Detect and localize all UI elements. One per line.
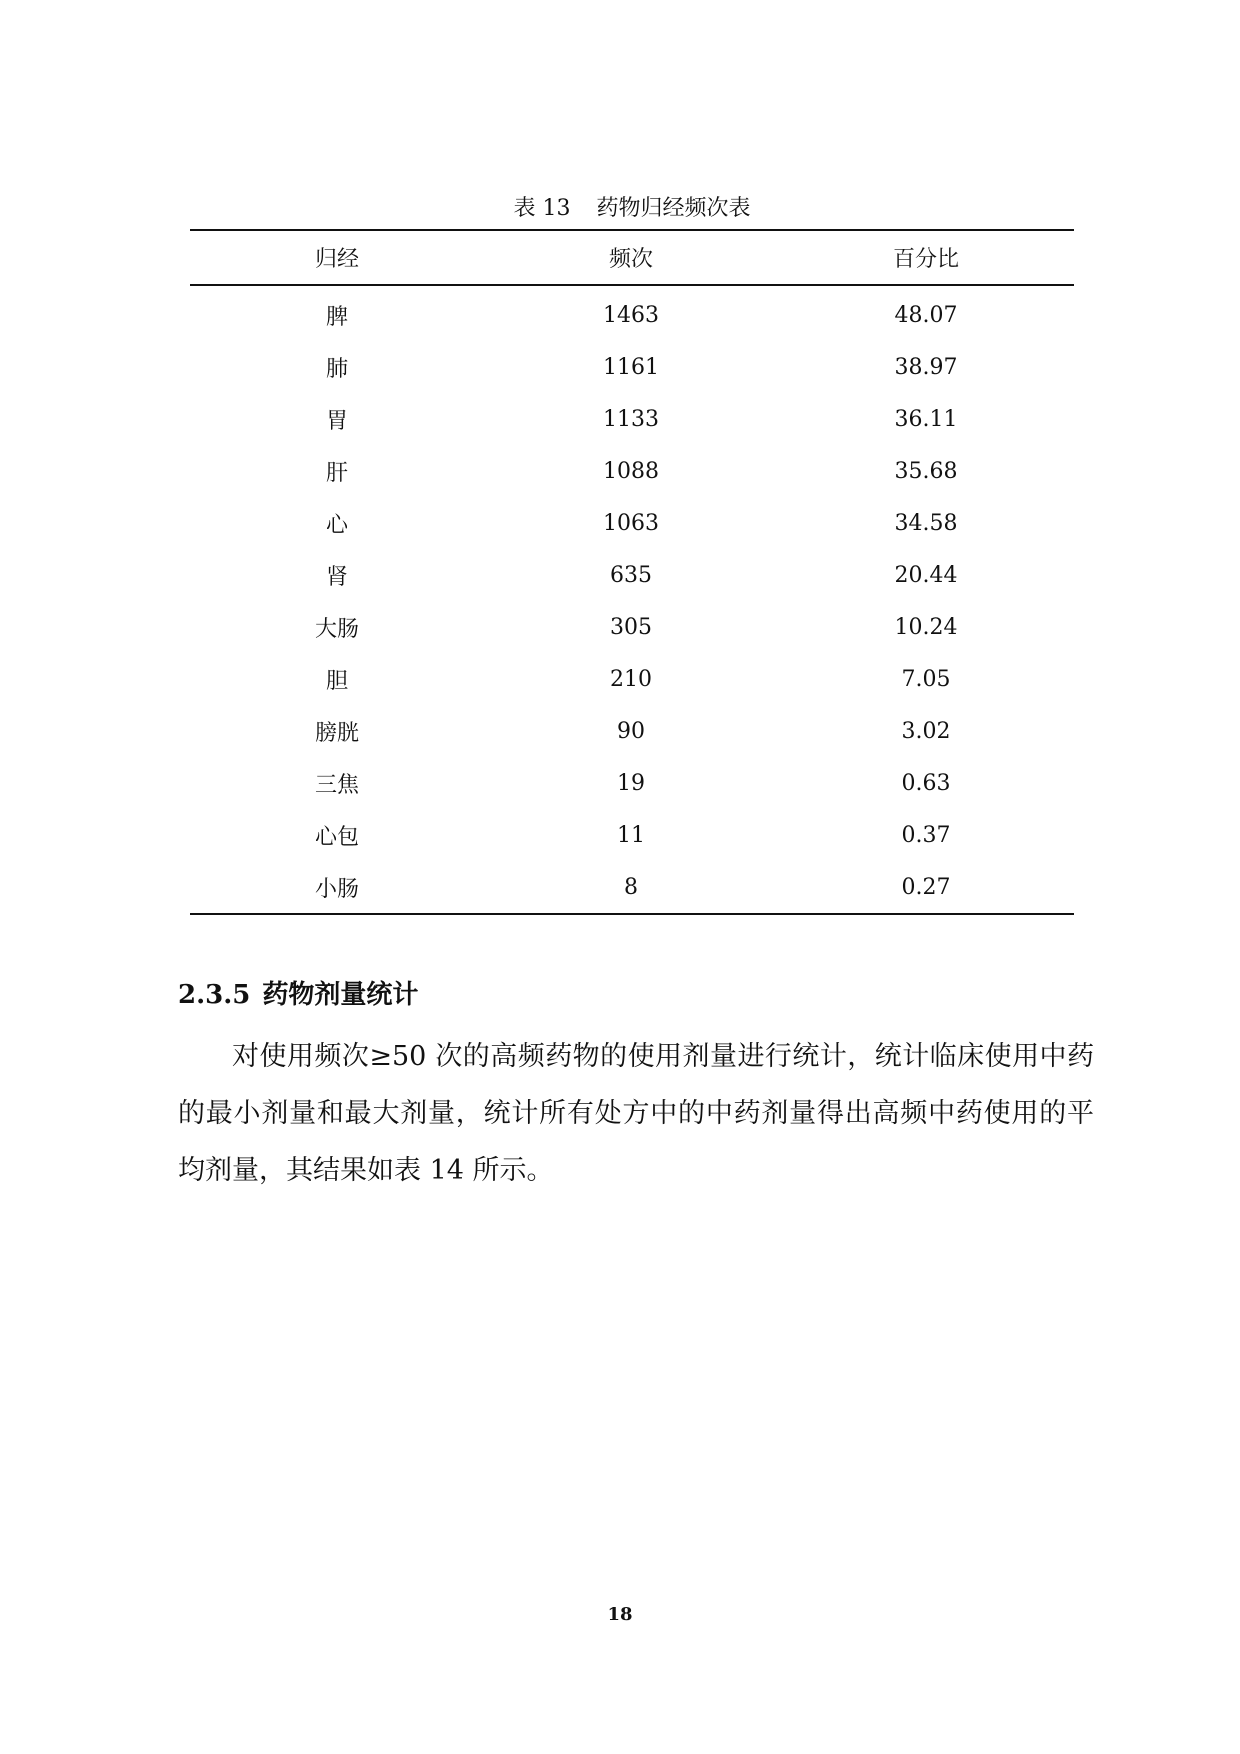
- table-row: [190, 809, 1074, 861]
- section-paragraph: 对使用频次≥50 次的高频药物的使用剂量进行统计，统计临床使用中药的最小剂量和最大剂量，统计所有处方中的中药剂量得出高频中药使用的平均剂量，其结果如表 14 所示。: [178, 1041, 1094, 1186]
- meridian-frequency-table-container: [190, 229, 1074, 915]
- cell-meridian: 大肠: [314, 616, 359, 642]
- column-header-meridian: 归经: [314, 247, 359, 272]
- cell-meridian: 心: [325, 512, 348, 538]
- cell-percentage: 35.68: [894, 458, 958, 484]
- column-header-percentage: 百分比: [892, 247, 959, 272]
- cell-meridian: 肾: [325, 564, 348, 590]
- cell-percentage: 48.07: [894, 302, 958, 328]
- section-number: 2.3.5: [178, 980, 251, 1010]
- cell-frequency: 635: [610, 562, 652, 588]
- table-row: [190, 445, 1074, 497]
- cell-percentage: 36.11: [894, 406, 958, 432]
- table-row: [190, 497, 1074, 549]
- cell-percentage: 10.24: [894, 614, 958, 640]
- table-row: [190, 705, 1074, 757]
- cell-frequency: 11: [617, 822, 645, 848]
- table-row: [190, 653, 1074, 705]
- cell-frequency: 305: [610, 614, 652, 640]
- cell-meridian: 肝: [325, 460, 348, 486]
- cell-percentage: 34.58: [894, 510, 958, 536]
- table-row: [190, 549, 1074, 601]
- table-caption-title: 药物归经频次表: [596, 196, 751, 221]
- cell-meridian: 脾: [325, 304, 348, 330]
- cell-percentage: 38.97: [894, 354, 958, 380]
- cell-frequency: 8: [624, 874, 638, 900]
- cell-percentage: 0.37: [901, 822, 951, 848]
- table-row: [190, 341, 1074, 393]
- cell-frequency: 90: [617, 718, 645, 744]
- cell-meridian: 胆: [325, 668, 348, 694]
- cell-percentage: 20.44: [894, 562, 958, 588]
- table-row: [190, 757, 1074, 809]
- table-row: [190, 861, 1074, 914]
- cell-meridian: 肺: [325, 356, 348, 382]
- table-row: [190, 285, 1074, 341]
- table-header-row: [190, 230, 1074, 285]
- table-caption-label: 表 13: [513, 196, 571, 221]
- cell-frequency: 210: [610, 666, 652, 692]
- cell-frequency: 1063: [603, 510, 659, 536]
- cell-frequency: 1463: [603, 302, 659, 328]
- cell-percentage: 0.63: [901, 770, 951, 796]
- cell-percentage: 7.05: [901, 666, 951, 692]
- section-title: 药物剂量统计: [262, 980, 419, 1010]
- table-row: [190, 393, 1074, 445]
- cell-percentage: 0.27: [901, 874, 951, 900]
- cell-frequency: 19: [617, 770, 645, 796]
- cell-percentage: 3.02: [901, 718, 951, 744]
- cell-meridian: 三焦: [314, 772, 359, 798]
- table-caption: [190, 191, 1074, 227]
- table-body: [190, 285, 1074, 914]
- cell-meridian: 心包: [314, 824, 359, 850]
- cell-frequency: 1161: [603, 354, 659, 380]
- cell-frequency: 1133: [603, 406, 659, 432]
- cell-meridian: 小肠: [314, 876, 359, 902]
- cell-meridian: 膀胱: [314, 720, 359, 746]
- cell-frequency: 1088: [603, 458, 659, 484]
- table-header: [190, 230, 1074, 285]
- section-heading: [178, 975, 418, 1015]
- meridian-frequency-table: [190, 229, 1074, 915]
- cell-meridian: 胃: [325, 408, 348, 434]
- page-number: 18: [607, 1604, 633, 1625]
- table-row: [190, 601, 1074, 653]
- column-header-frequency: 频次: [608, 247, 653, 272]
